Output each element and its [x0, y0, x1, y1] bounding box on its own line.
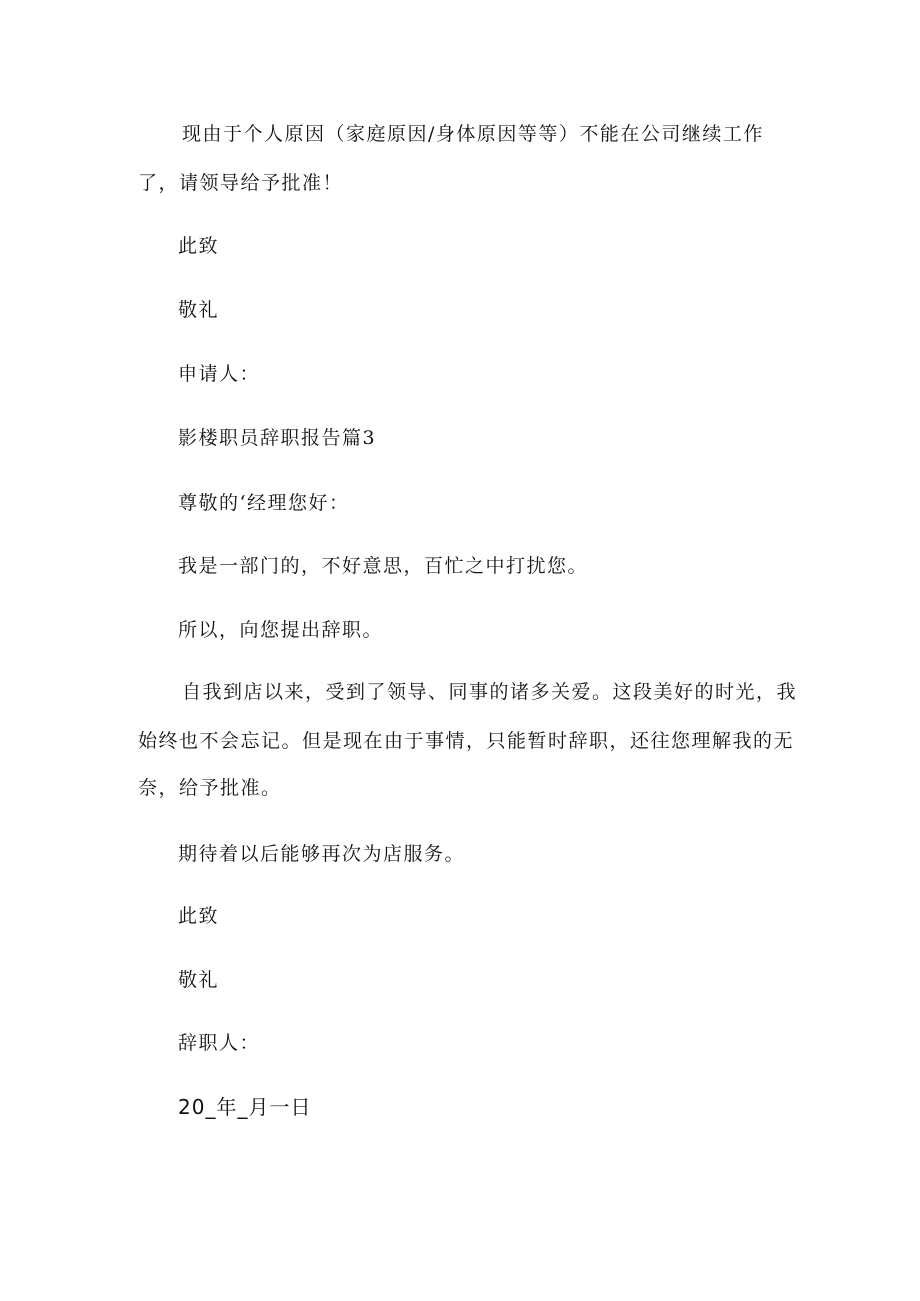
- paragraph: 我是一部门的，不好意思，百忙之中打扰您。: [178, 555, 589, 577]
- salutation-text: 敬礼: [178, 299, 220, 321]
- para1-line1: 现由于个人原因（家庭原因/身体原因等等）不能在公司继续工作: [182, 123, 764, 145]
- para4-line3: 奈，给予批准。: [138, 777, 282, 799]
- section-heading: 影楼职员辞职报告篇3: [178, 427, 377, 449]
- para1-line2: 了，请领导给予批准！: [138, 172, 344, 194]
- closing-text: 此致: [178, 235, 220, 257]
- applicant-label: 申请人：: [178, 363, 261, 385]
- para4-line2: 始终也不会忘记。但是现在由于事情，只能暂时辞职，还往您理解我的无: [138, 730, 795, 752]
- greeting-text: 尊敬的‘经理您好：: [178, 492, 350, 514]
- closing-text: 此致: [178, 905, 220, 927]
- date-line: 20_年_月一日: [178, 1095, 312, 1119]
- paragraph: 期待着以后能够再次为店服务。: [178, 843, 466, 865]
- paragraph: 所以，向您提出辞职。: [178, 619, 384, 641]
- salutation-text: 敬礼: [178, 969, 220, 991]
- para4-line1: 自我到店以来，受到了领导、同事的诸多关爱。这段美好的时光，我: [182, 681, 798, 703]
- resigner-label: 辞职人：: [178, 1032, 261, 1054]
